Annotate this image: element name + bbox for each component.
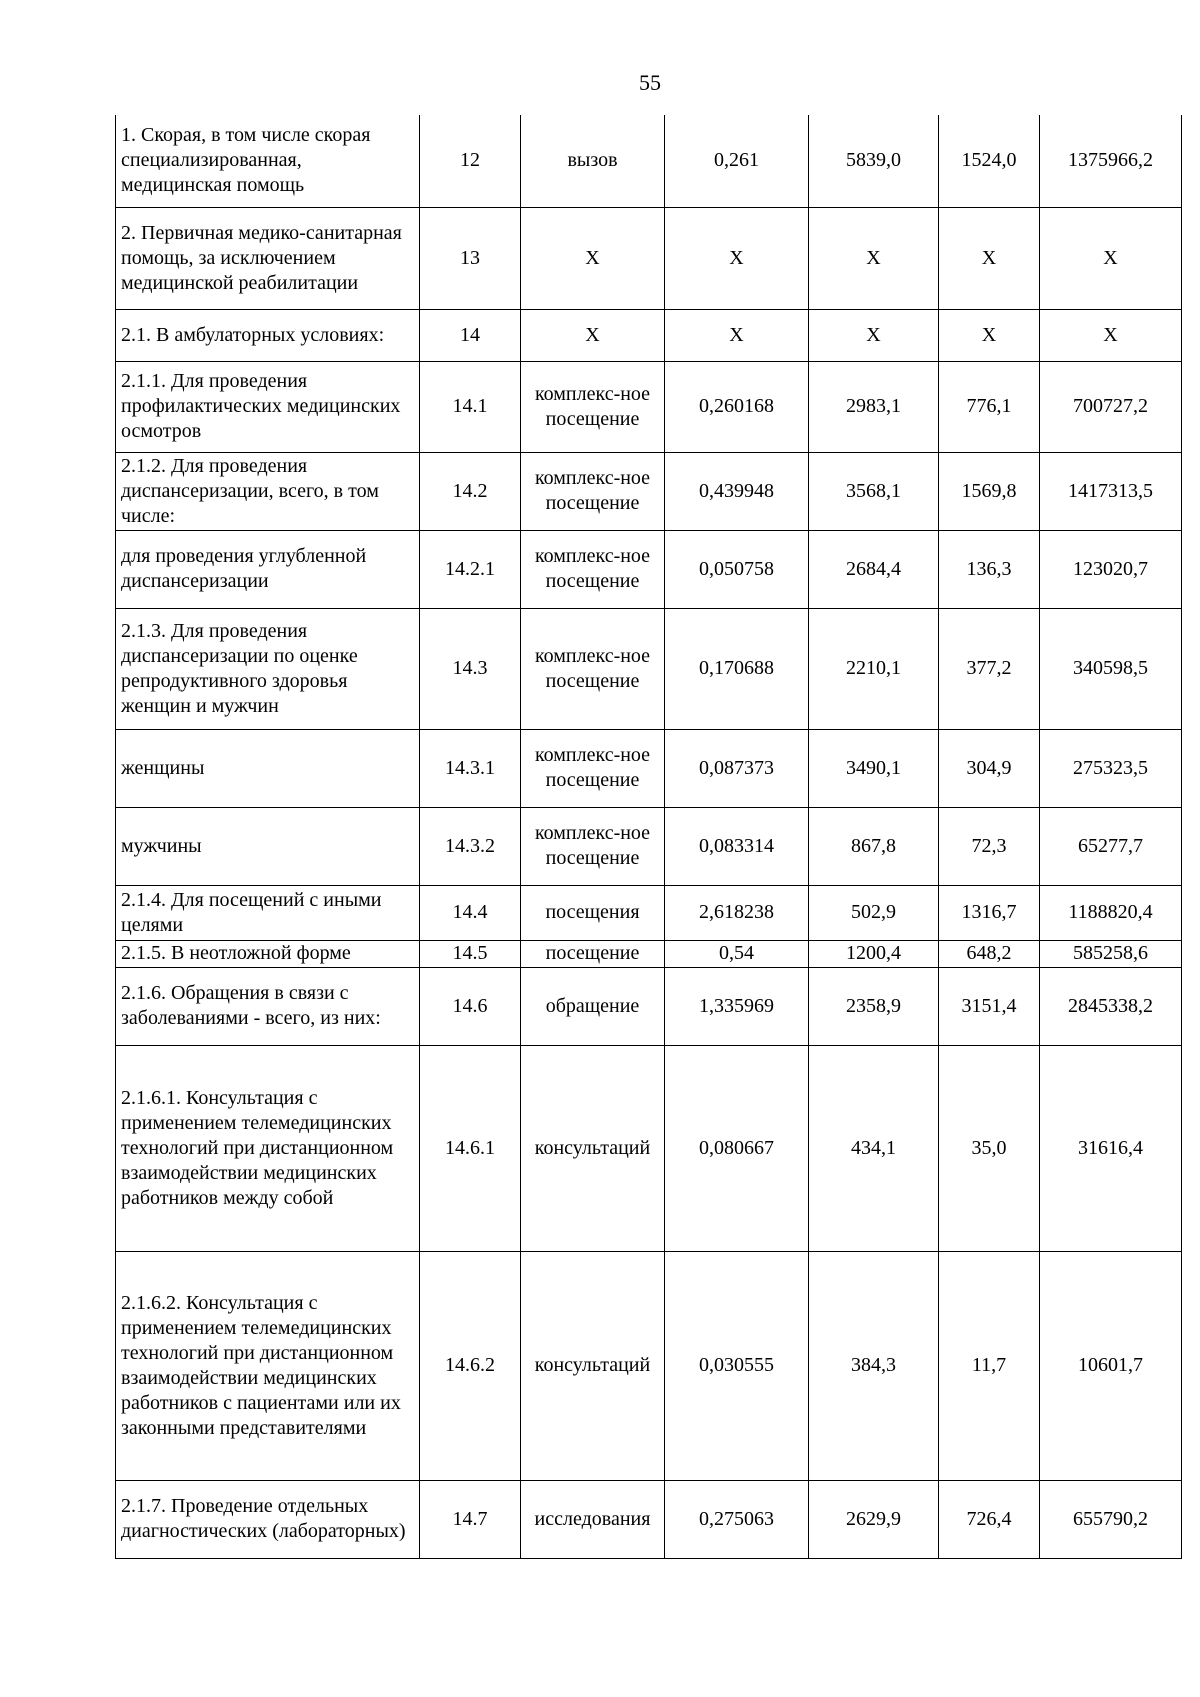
cell-unit: комплекс-ное посещение	[521, 530, 665, 608]
cell-cost: 2629,9	[809, 1480, 939, 1558]
cell-per-capita: X	[939, 207, 1040, 309]
cell-total: 340598,5	[1040, 608, 1182, 729]
cell-per-capita: 776,1	[939, 361, 1040, 452]
cell-total: X	[1040, 309, 1182, 361]
cell-cost: 867,8	[809, 807, 939, 885]
cell-unit: комплекс-ное посещение	[521, 608, 665, 729]
cell-total: 1417313,5	[1040, 452, 1182, 530]
cell-norm: 0,080667	[665, 1045, 809, 1251]
cell-per-capita: 648,2	[939, 940, 1040, 967]
cell-cost: X	[809, 309, 939, 361]
cell-cost: 2684,4	[809, 530, 939, 608]
cell-num: 14.2.1	[420, 530, 521, 608]
cell-name: для проведения углубленной диспансеризации	[116, 530, 420, 608]
table-row	[116, 1251, 1182, 1480]
cell-name: мужчины	[116, 807, 420, 885]
cell-norm: 0,439948	[665, 452, 809, 530]
cell-num: 14	[420, 309, 521, 361]
cell-per-capita: 3151,4	[939, 967, 1040, 1045]
cell-total: 31616,4	[1040, 1045, 1182, 1251]
cell-unit: X	[521, 207, 665, 309]
cell-unit: посещение	[521, 940, 665, 967]
cell-norm: 0,260168	[665, 361, 809, 452]
cell-num: 14.7	[420, 1480, 521, 1558]
cell-norm: X	[665, 309, 809, 361]
table-row	[116, 1480, 1182, 1558]
cell-total: 123020,7	[1040, 530, 1182, 608]
cell-unit: исследования	[521, 1480, 665, 1558]
cell-total: 65277,7	[1040, 807, 1182, 885]
cell-name: 2.1.3. Для проведения диспансеризации по оценке репродуктивного здоровья женщин и мужчин	[116, 608, 420, 729]
cell-unit: комплекс-ное посещение	[521, 807, 665, 885]
cell-cost: 2983,1	[809, 361, 939, 452]
table-row	[116, 452, 1182, 530]
cell-num: 14.4	[420, 885, 521, 940]
cell-per-capita: 304,9	[939, 729, 1040, 807]
cell-num: 14.1	[420, 361, 521, 452]
cell-norm: 0,083314	[665, 807, 809, 885]
cell-cost: 3490,1	[809, 729, 939, 807]
table-row	[116, 967, 1182, 1045]
table-row	[116, 115, 1182, 207]
cell-cost: 3568,1	[809, 452, 939, 530]
cell-per-capita: 35,0	[939, 1045, 1040, 1251]
cell-total: 585258,6	[1040, 940, 1182, 967]
cell-num: 14.6.2	[420, 1251, 521, 1480]
cell-total: 1188820,4	[1040, 885, 1182, 940]
cell-total: 655790,2	[1040, 1480, 1182, 1558]
cell-total: 10601,7	[1040, 1251, 1182, 1480]
cell-name: 2.1.6.1. Консультация с применением телемедицинских технологий при дистанционном взаимодействии медицинских работников между собой	[116, 1045, 420, 1251]
cell-num: 14.2	[420, 452, 521, 530]
cell-name: 2.1.6. Обращения в связи с заболеваниями - всего, из них:	[116, 967, 420, 1045]
cell-per-capita: 136,3	[939, 530, 1040, 608]
cell-unit: вызов	[521, 115, 665, 207]
cell-unit: X	[521, 309, 665, 361]
cell-num: 13	[420, 207, 521, 309]
cell-norm: 0,275063	[665, 1480, 809, 1558]
cell-norm: 0,087373	[665, 729, 809, 807]
cell-per-capita: 1524,0	[939, 115, 1040, 207]
table-row	[116, 1045, 1182, 1251]
cell-cost: 384,3	[809, 1251, 939, 1480]
table-row	[116, 807, 1182, 885]
table-row	[116, 309, 1182, 361]
cell-norm: 1,335969	[665, 967, 809, 1045]
cell-unit: комплекс-ное посещение	[521, 729, 665, 807]
cell-total: 275323,5	[1040, 729, 1182, 807]
table-row	[116, 885, 1182, 940]
cell-name: 2.1. В амбулаторных условиях:	[116, 309, 420, 361]
cell-unit: консультаций	[521, 1251, 665, 1480]
cell-name: 2. Первичная медико-санитарная помощь, за исключением медицинской реабилитации	[116, 207, 420, 309]
cell-num: 14.5	[420, 940, 521, 967]
cell-name: 2.1.1. Для проведения профилактических медицинских осмотров	[116, 361, 420, 452]
cell-norm: 0,170688	[665, 608, 809, 729]
cell-total: 1375966,2	[1040, 115, 1182, 207]
cell-num: 14.6	[420, 967, 521, 1045]
cell-cost: 434,1	[809, 1045, 939, 1251]
cell-num: 12	[420, 115, 521, 207]
cell-name: 2.1.7. Проведение отдельных диагностических (лабораторных)	[116, 1480, 420, 1558]
cell-name: 2.1.6.2. Консультация с применением телемедицинских технологий при дистанционном взаимодействии медицинских работников с пациентами или их законными представителями	[116, 1251, 420, 1480]
cell-total: 700727,2	[1040, 361, 1182, 452]
cell-norm: 2,618238	[665, 885, 809, 940]
cell-per-capita: X	[939, 309, 1040, 361]
cell-per-capita: 377,2	[939, 608, 1040, 729]
cell-cost: 1200,4	[809, 940, 939, 967]
cell-unit: обращение	[521, 967, 665, 1045]
cell-norm: 0,54	[665, 940, 809, 967]
cell-cost: 5839,0	[809, 115, 939, 207]
cell-norm: 0,050758	[665, 530, 809, 608]
cell-num: 14.6.1	[420, 1045, 521, 1251]
data-table	[115, 115, 1182, 1559]
cell-norm: 0,261	[665, 115, 809, 207]
cell-name: 2.1.4. Для посещений с иными целями	[116, 885, 420, 940]
cell-name: 2.1.5. В неотложной форме	[116, 940, 420, 967]
cell-total: 2845338,2	[1040, 967, 1182, 1045]
table-row	[116, 530, 1182, 608]
table-row	[116, 361, 1182, 452]
cell-cost: X	[809, 207, 939, 309]
table-row	[116, 207, 1182, 309]
cell-cost: 502,9	[809, 885, 939, 940]
cell-norm: 0,030555	[665, 1251, 809, 1480]
cell-unit: консультаций	[521, 1045, 665, 1251]
cell-per-capita: 72,3	[939, 807, 1040, 885]
cell-cost: 2210,1	[809, 608, 939, 729]
cell-per-capita: 1316,7	[939, 885, 1040, 940]
cell-name: женщины	[116, 729, 420, 807]
cell-unit: посещения	[521, 885, 665, 940]
table-row	[116, 608, 1182, 729]
cell-total: X	[1040, 207, 1182, 309]
cell-num: 14.3.1	[420, 729, 521, 807]
cell-num: 14.3	[420, 608, 521, 729]
cell-num: 14.3.2	[420, 807, 521, 885]
cell-per-capita: 11,7	[939, 1251, 1040, 1480]
cell-name: 2.1.2. Для проведения диспансеризации, всего, в том числе:	[116, 452, 420, 530]
cell-unit: комплекс-ное посещение	[521, 452, 665, 530]
cell-per-capita: 726,4	[939, 1480, 1040, 1558]
cell-name: 1. Скорая, в том числе скорая специализированная, медицинская помощь	[116, 115, 420, 207]
table-row	[116, 940, 1182, 967]
cell-unit: комплекс-ное посещение	[521, 361, 665, 452]
cell-norm: X	[665, 207, 809, 309]
table-row	[116, 729, 1182, 807]
cell-cost: 2358,9	[809, 967, 939, 1045]
page-number: 55	[639, 70, 661, 95]
cell-per-capita: 1569,8	[939, 452, 1040, 530]
